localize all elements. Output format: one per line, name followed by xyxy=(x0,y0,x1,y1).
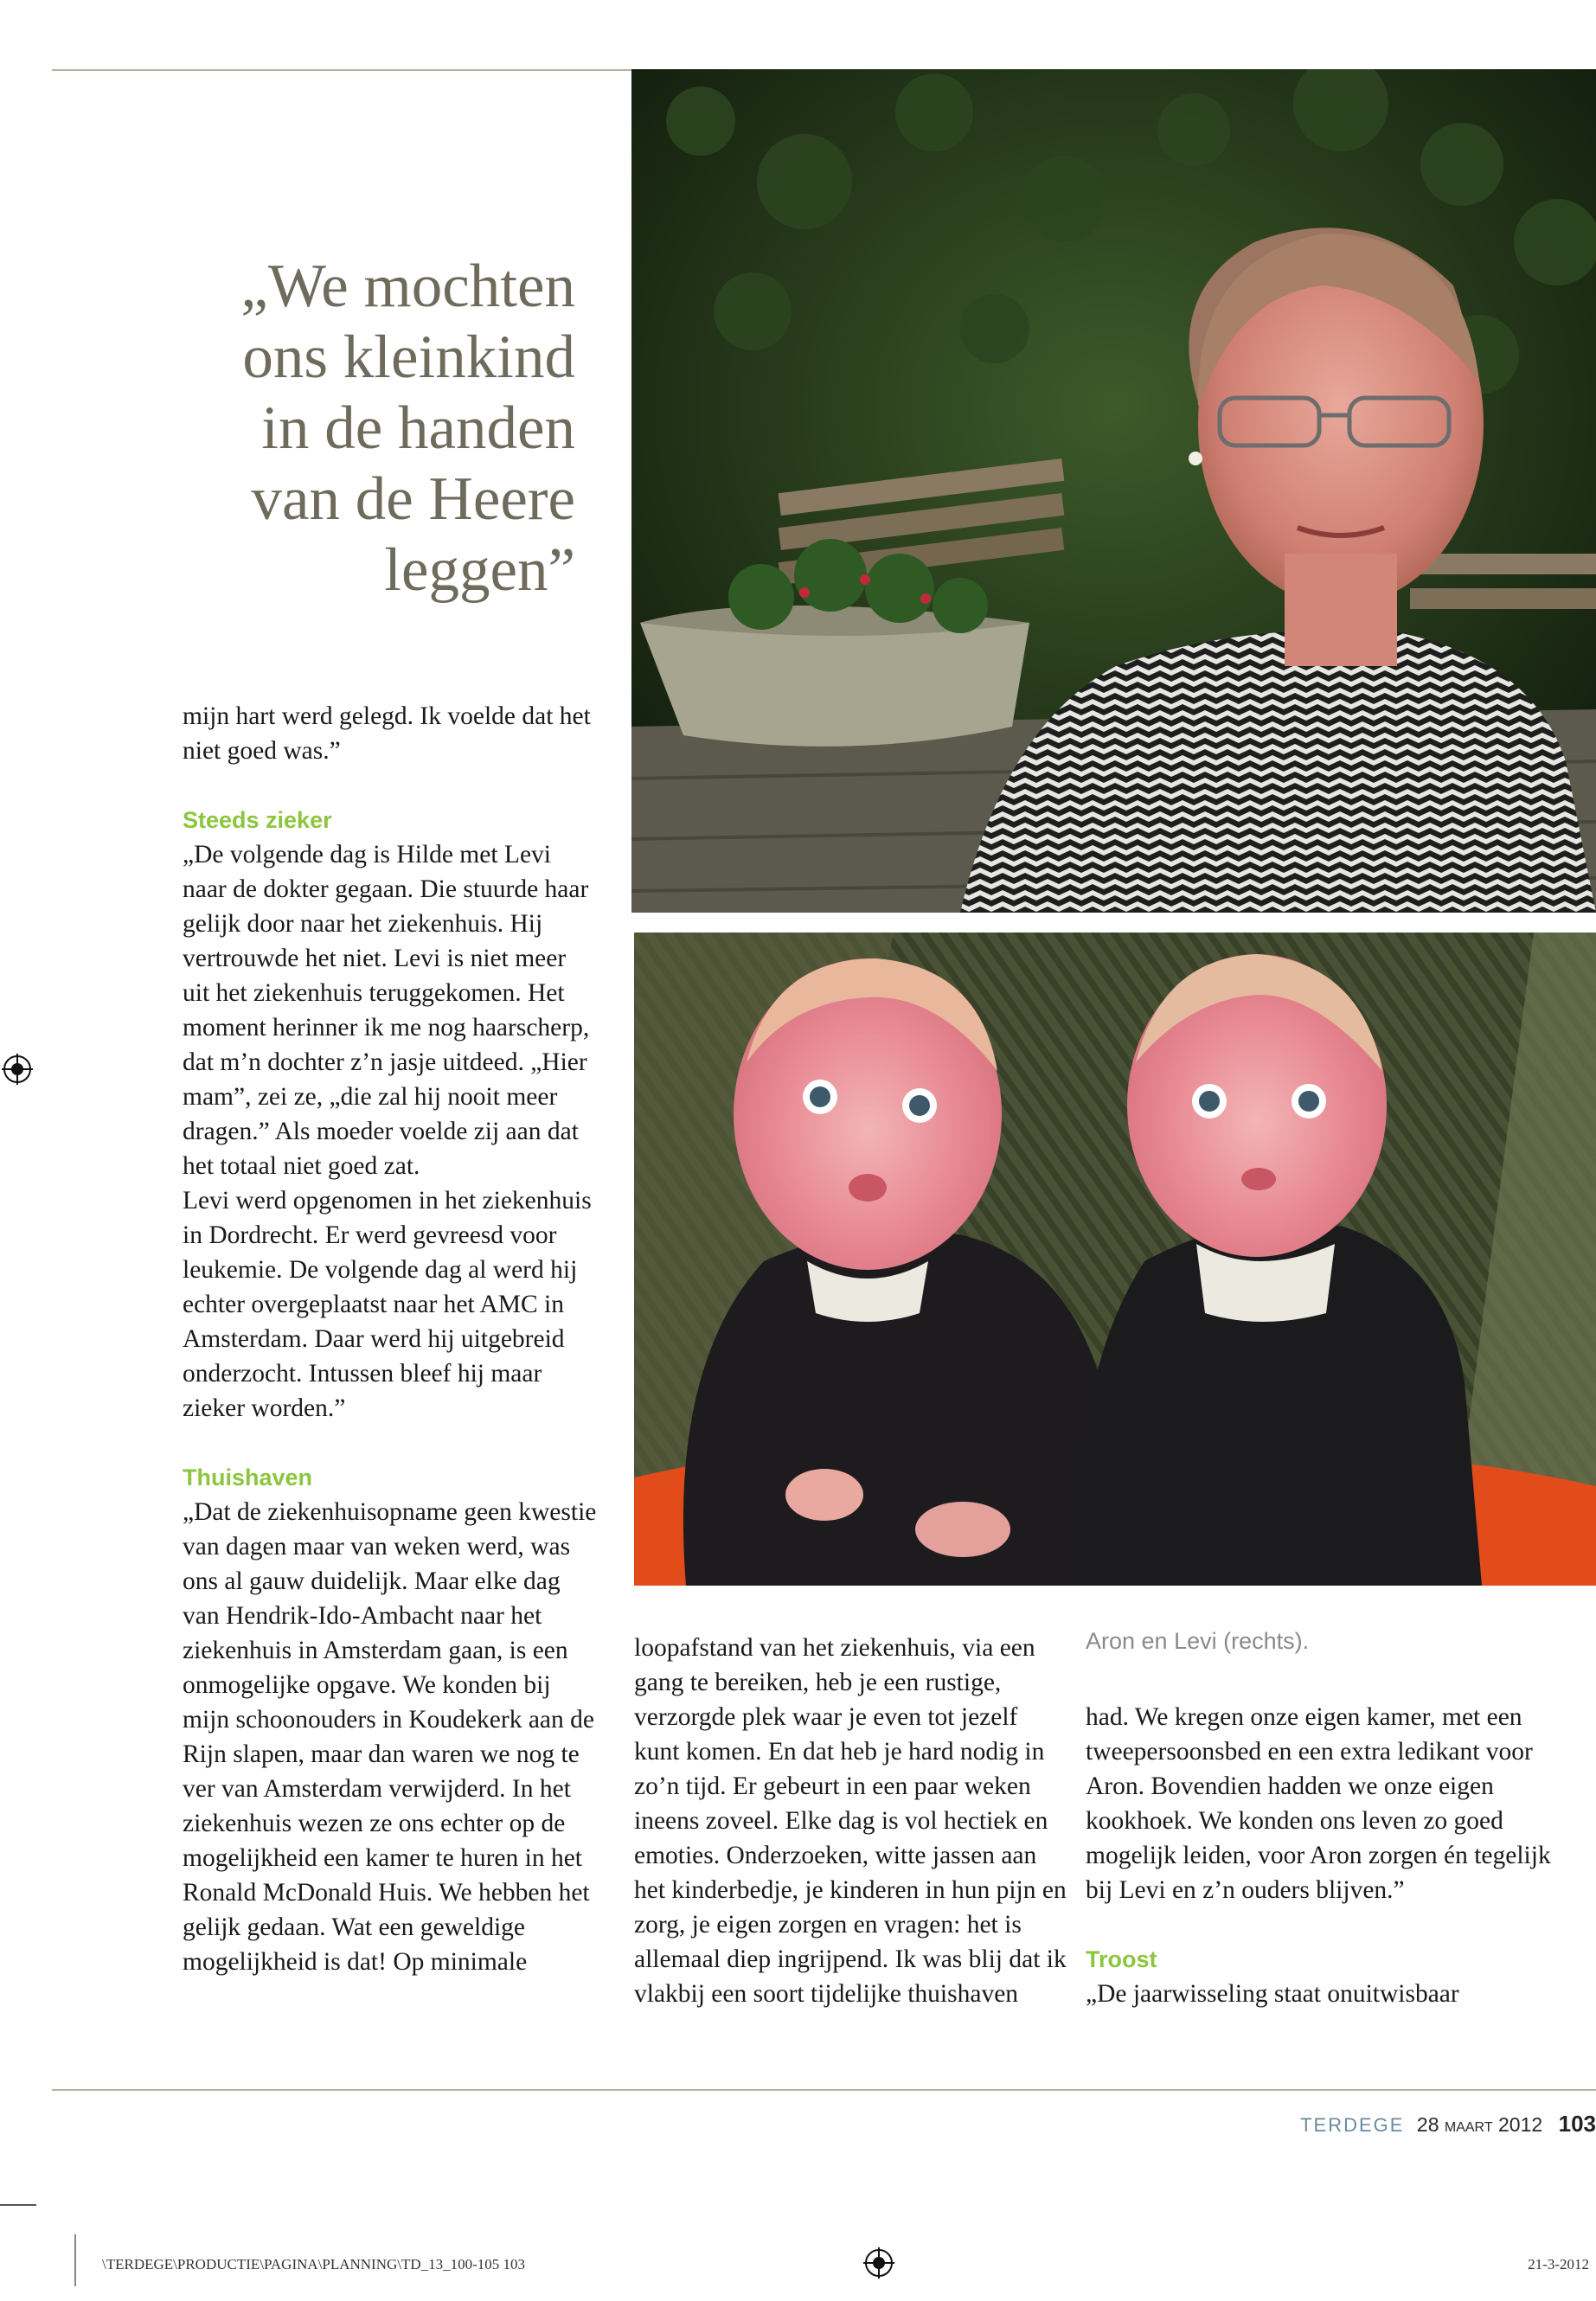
registration-mark-icon xyxy=(2,1054,33,1085)
paragraph: mijn hart werd gelegd. Ik voelde dat het niet goed was.” xyxy=(183,702,591,765)
top-rule xyxy=(52,69,640,71)
page-footer xyxy=(1211,2111,1596,2138)
pull-quote-line: in de handen xyxy=(261,394,575,462)
subheading-steeds-zieker: Steeds zieker xyxy=(183,807,332,833)
paragraph: „Dat de ziekenhuisopname geen kwestie van dagen maar van weken werd, was ons al gauw duidelijk. Maar elke dag van Hendrik-Ido-Ambacht naar het ziekenhuis in Amsterdam gaan, is een onmogelijke opgave. We konden bij mijn schoonouders in Koudekerk aan de Rijn slapen, maar dan waren we nog te ver van Amsterdam verwijderd. In het ziekenhuis wezen ze ons echter op de mogelijkheid een kamer te huren in het Ronald McDonald Huis. We hebben het gelijk gedaan. Wat een geweldige mogelijkheid is dat! Op minimale xyxy=(183,1498,597,1976)
issue-date: 28 maart 2012 xyxy=(1416,2113,1543,2136)
registration-mark-icon xyxy=(863,2247,894,2279)
crop-mark xyxy=(0,2204,36,2206)
bottom-rule xyxy=(52,2089,1596,2091)
pull-quote-line: leggen” xyxy=(384,536,575,604)
article-column-2 xyxy=(634,1631,1067,2011)
magazine-name: TERDEGE xyxy=(1300,2114,1405,2136)
article-column-1 xyxy=(183,699,598,1979)
pull-quote xyxy=(173,251,575,606)
paragraph: „De volgende dag is Hilde met Levi naar de dokter gegaan. Die stuurde haar gelijk door naar het ziekenhuis. Hij vertrouwde het niet. Levi is niet meer uit het ziekenhuis teruggekomen. Het moment herinner ik me nog haarscherp, dat m’n dochter z’n jasje uitdeed. „Hier mam”, zei ze, „die zal hij nooit meer dragen.” Als moeder voelde zij aan dat het totaal niet goed zat. xyxy=(183,841,590,1180)
twin-babies-photo xyxy=(634,933,1596,1586)
page-number: 103 xyxy=(1558,2111,1596,2137)
paragraph: Levi werd opgenomen in het ziekenhuis in Dordrecht. Er werd gevreesd voor leukemie. De volgende dag al werd hij echter overgeplaatst naar het AMC in Amsterdam. Daar werd hij uitgebreid onderzocht. Intussen bleef hij maar zieker worden.” xyxy=(183,1187,592,1422)
subheading-troost: Troost xyxy=(1086,1946,1157,1972)
paragraph: „De jaarwisseling staat onuitwisbaar xyxy=(1086,1980,1459,2008)
crop-mark xyxy=(74,2234,76,2286)
pull-quote-line: van de Heere xyxy=(251,465,575,533)
grandmother-photo xyxy=(631,69,1596,913)
pull-quote-line: „We mochten xyxy=(240,253,575,320)
paragraph: had. We kregen onze eigen kamer, met een tweepersoonsbed en een extra ledikant voor Aron. Bovendien hadden we onze eigen kookhoek. We konden ons leven zo goed mogelijk leiden, voor Aron zorgen én tegelijk bij Levi en z’n ouders blijven.” xyxy=(1086,1703,1551,1904)
print-slug-path: \TERDEGE\PRODUCTIE\PAGINA\PLANNING\TD_13_100-105 103 xyxy=(102,2256,526,2272)
article-column-3 xyxy=(1086,1700,1553,2011)
print-slug-date: 21-3-2012 xyxy=(1528,2256,1589,2272)
subheading-thuishaven: Thuishaven xyxy=(183,1465,313,1490)
photo-caption: Aron en Levi (rechts). xyxy=(1086,1628,1310,1654)
pull-quote-line: ons kleinkind xyxy=(242,324,575,391)
paragraph: loopafstand van het ziekenhuis, via een gang te bereiken, heb je een rustige, verzorgde plek waar je even tot jezelf kunt komen. En dat heb je hard nodig in zo’n tijd. Er gebeurt in een paar weken ineens zoveel. Elke dag is vol hectiek en emoties. Onderzoeken, witte jassen aan het kinderbedje, je kinderen in hun pijn en zorg, je eigen zorgen en vragen: het is allemaal diep ingrijpend. Ik was blij dat ik vlakbij een soort tijdelijke thuishaven xyxy=(634,1634,1067,2008)
